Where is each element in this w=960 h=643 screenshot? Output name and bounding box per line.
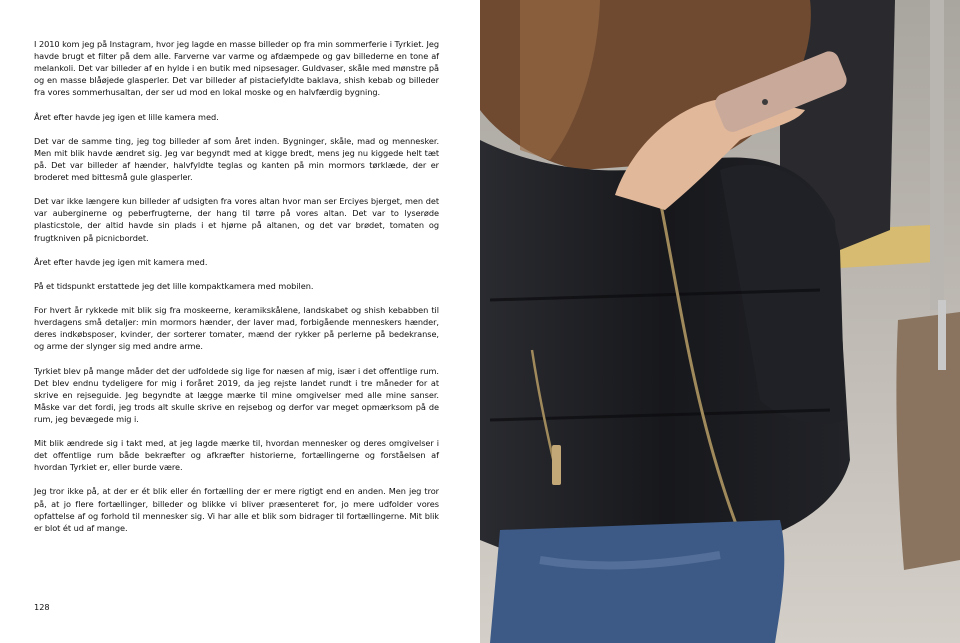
paragraph: For hvert år rykkede mit blik sig fra moskeerne, keramikskålene, landskabet og shish kebabben til hverdagens små detaljer: min mormors hænder, der laver mad, forbigående menneskers hænder, deres indkøbsposer, kvinder, der sorterer tomater, mænd der rykker på perlerne på bedekranse, og arme der slynger sig med andre arme. (34, 305, 439, 352)
body-text (34, 38, 439, 546)
paragraph: På et tidspunkt erstattede jeg det lille kompaktkamera med mobilen. (34, 280, 314, 291)
page-number: 128 (34, 602, 50, 612)
lamp-post (930, 0, 944, 310)
bag-strap (938, 300, 946, 370)
photograph (480, 0, 960, 643)
phone-camera (762, 99, 768, 105)
photo-page (480, 0, 960, 643)
zipper-pull (552, 445, 561, 485)
handbag (896, 312, 960, 570)
paragraph: Jeg tror ikke på, at der er ét blik eller én fortælling der er mere rigtigt end en anden. Men jeg tror på, at jo flere fortællinger, billeder og blikke vi bliver præsenteret for, jo mere udfolder vores opfattelse af og forhold til mennesker sig. Vi har alle et blik som bidrager til fortællingerne. Mit blik er blot ét ud af mange. (34, 486, 439, 533)
paragraph: Tyrkiet blev på mange måder det der udfoldede sig lige for næsen af mig, især i det offentlige rum. Det blev endnu tydeligere for mig i foråret 2019, da jeg rejste landet rundt i tre måneder for at skrive en rejseguide. Jeg begyndte at lægge mærke til mine omgivelser med alle mine sanser. Måske var det fordi, jeg trods alt skulle skrive en rejsebog og derfor var meget opmærksom på de rum, jeg bevægede mig i. (34, 365, 439, 424)
jeans (490, 520, 784, 643)
paragraph: Året efter havde jeg igen mit kamera med. (34, 256, 208, 267)
paragraph: Det var ikke længere kun billeder af udsigten fra vores altan hvor man ser Erciyes bjerget, men det var auberginerne og peberfrugterne, der hang til tørre på vores altan. Det var to lyserøde plasticstole, der altid havde sin plads i et hjørne på altanen, og det var brødet, tomaten og frugtkniven på picnicbordet. (34, 196, 439, 243)
paragraph: Året efter havde jeg igen et lille kamera med. (34, 111, 219, 122)
paragraph: Mit blik ændrede sig i takt med, at jeg lagde mærke til, hvordan mennesker og deres omgivelser i det offentlige rum både bekræfter og afkræfter historierne, fortællingerne og forståelsen af hvordan Tyrkiet er, eller burde være. (34, 438, 439, 473)
paragraph: Det var de samme ting, jeg tog billeder af som året inden. Bygninger, skåle, mad og mennesker. Men mit blik havde ændret sig. Jeg var begyndt med at kigge bredt, mens jeg nu kiggede helt tæt på. Det var billeder af hænder, halvfyldte teglas og kanten på min mormors tørklæde, der er broderet med bittesmå gule glasperler. (34, 135, 439, 183)
paragraph: I 2010 kom jeg på Instagram, hvor jeg lagde en masse billeder op fra min sommerferie i Tyrkiet. Jeg havde brugt et filter på dem alle. Farverne var varme og afdæmpede og gav billederne en tone af melankoli. Det var billeder af en hylde i en butik med nipsesager. Guldvaser, skåle med mønstre på og en masse blåøjede glasperler. Det var billeder af pistaciefyldte baklava, shish kebab og billeder fra vores sommerhusaltan, der ser ud mod en lokal moske og en halvfærdig bygning. (34, 39, 439, 98)
